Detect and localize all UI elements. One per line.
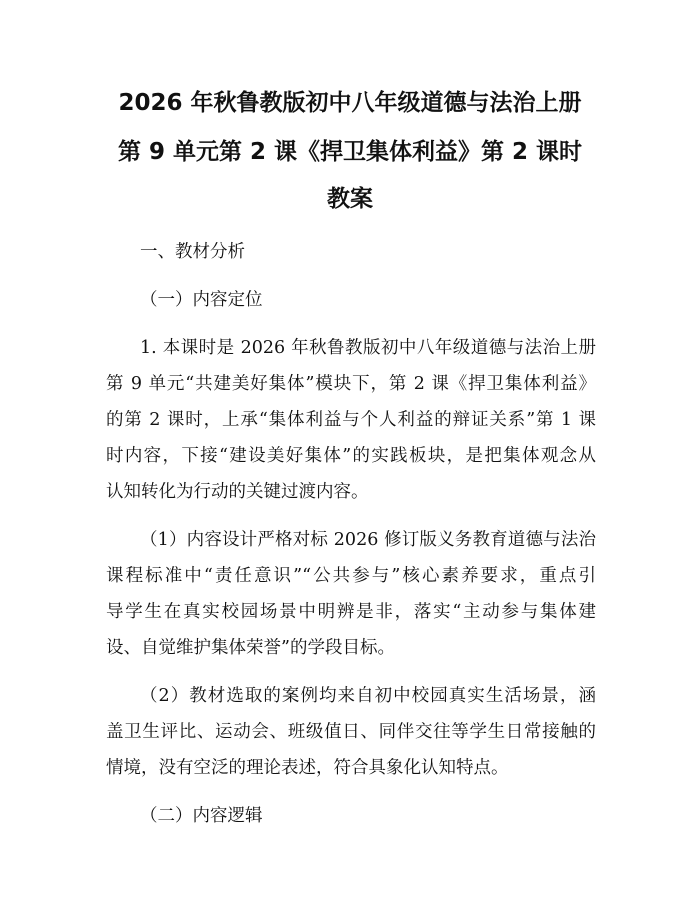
paragraph-1-line-2: 第 9 单元“共建美好集体”模块下，第 2 课《捍卫集体利益》: [106, 374, 596, 394]
paragraph-2-line-1: （1）内容设计严格对标 2026 修订版义务教育道德与法治: [140, 530, 596, 550]
paragraph-3-line-2: 盖卫生评比、运动会、班级值日、同伴交往等学生日常接触的: [106, 722, 596, 742]
section-heading-textbook-analysis: 一、教材分析: [140, 242, 245, 262]
paragraph-2-line-4: 设、自觉维护集体荣誉”的学段目标。: [106, 638, 395, 658]
subsection-heading-content-positioning: （一）内容定位: [140, 290, 263, 310]
document-title-line-2: 第 9 单元第 2 课《捍卫集体利益》第 2 课时: [117, 139, 583, 165]
paragraph-3-line-1: （2）教材选取的案例均来自初中校园真实生活场景，涵: [140, 686, 596, 706]
paragraph-1-line-4: 时内容，下接“建设美好集体”的实践板块，是把集体观念从: [106, 446, 596, 466]
document-title-line-3: 教案: [327, 186, 373, 212]
document-title-line-1: 2026 年秋鲁教版初中八年级道德与法治上册: [118, 90, 582, 116]
subsection-heading-content-logic: （二）内容逻辑: [140, 806, 263, 826]
paragraph-2-line-2: 课程标准中“责任意识”“公共参与”核心素养要求，重点引: [106, 566, 596, 586]
paragraph-1-line-5: 认知转化为行动的关键过渡内容。: [106, 482, 369, 502]
paragraph-1-line-3: 的第 2 课时，上承“集体利益与个人利益的辩证关系”第 1 课: [106, 410, 596, 430]
paragraph-3-line-3: 情境，没有空泛的理论表述，符合具象化认知特点。: [106, 758, 509, 778]
paragraph-2-line-3: 导学生在真实校园场景中明辨是非，落实“主动参与集体建: [106, 602, 596, 622]
paragraph-1-line-1: 1. 本课时是 2026 年秋鲁教版初中八年级道德与法治上册: [140, 338, 596, 358]
